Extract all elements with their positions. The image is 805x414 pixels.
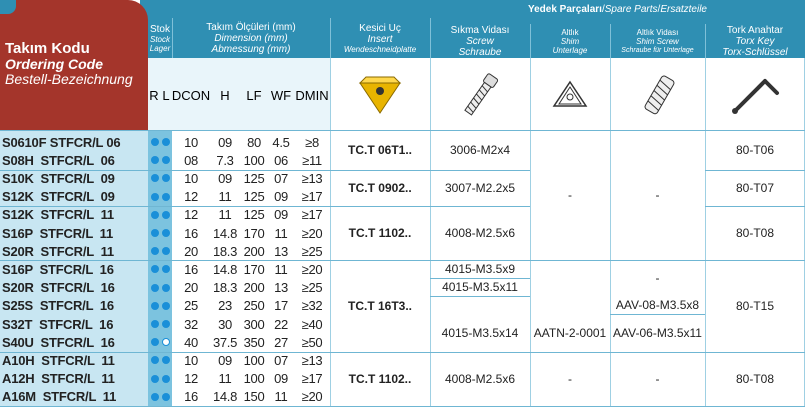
stock-dot-icon [162, 320, 170, 328]
row-code: S08H STFCR/L 06 [2, 152, 115, 168]
stock-l-indicator [160, 333, 171, 351]
row-dmin: ≥20 [301, 225, 323, 241]
row-dmin: ≥8 [305, 134, 319, 150]
shimscrew-tr: Altlık Vidası [636, 27, 679, 37]
g12-shimscrew: - [655, 188, 660, 202]
stock-l-indicator [160, 260, 171, 278]
row-h: 14.8 [212, 261, 238, 277]
row-code: A16M STFCR/L 11 [2, 389, 117, 405]
stock-l-indicator [160, 279, 171, 297]
insert-header [330, 18, 430, 58]
stock-r-indicator [149, 260, 160, 278]
row-wf: 07 [274, 170, 288, 186]
stock-dot-icon [151, 138, 159, 146]
torx-key-icon [725, 70, 785, 118]
row-code: S0610F STFCR/L 06 [2, 134, 121, 150]
dimension-header [172, 18, 330, 58]
dim-en: Dimension (mm) [214, 32, 288, 44]
row-dcon: 40 [184, 334, 198, 350]
spare-sep: / [601, 3, 605, 15]
shim-icon [545, 78, 595, 112]
row-dcon: 08 [184, 152, 198, 168]
stock-de: Lager [149, 43, 171, 53]
g3-insert: TC.T 1102.. [348, 226, 412, 240]
col-dcon: DCON [171, 87, 211, 103]
row-code: S12K STFCR/L 09 [2, 189, 115, 205]
row-code: A12H STFCR/L 11 [2, 371, 115, 387]
stock-r-indicator [149, 388, 160, 406]
stock-l-indicator [160, 297, 171, 315]
row-h: 11 [218, 371, 232, 387]
stock-dot-icon [162, 247, 170, 255]
row-lf: 100 [243, 352, 265, 368]
stock-r-indicator [149, 242, 160, 260]
g1-key: 80-T06 [735, 143, 775, 157]
row-wf: 22 [274, 316, 288, 332]
row-code: S20R STFCR/L 11 [2, 243, 114, 259]
g2-screw: 3007-M2.2x5 [444, 181, 516, 195]
g1-screw: 3006-M2x4 [449, 143, 511, 157]
stock-dot-icon [151, 265, 159, 273]
insert-de: Wendeschneidplatte [343, 44, 417, 54]
row-dcon: 10 [184, 134, 198, 150]
col-lf: LF [246, 87, 262, 103]
row-wf: 13 [274, 243, 288, 259]
stock-l-indicator [160, 188, 171, 206]
row-dcon: 25 [184, 298, 198, 314]
row-h: 7.3 [216, 152, 234, 168]
spare-sep2: / [657, 3, 661, 15]
stock-dot-icon [162, 229, 170, 237]
g12-shim: - [568, 188, 572, 202]
key-header [705, 24, 805, 58]
stock-dot-icon [151, 284, 159, 292]
row-dcon: 10 [184, 170, 198, 186]
row-lf: 350 [243, 334, 265, 350]
row-code: S32T STFCR/L 16 [2, 316, 114, 332]
col-r: R [149, 87, 159, 103]
screw-de: Schraube [458, 46, 502, 58]
row-wf: 09 [274, 189, 288, 205]
row-dcon: 10 [184, 352, 198, 368]
row-dcon: 12 [184, 207, 198, 223]
g2-key: 80-T07 [735, 181, 775, 195]
row-h: 09 [218, 134, 232, 150]
stock-l-indicator [160, 370, 171, 388]
stock-dot-icon [162, 138, 170, 146]
row-lf: 200 [243, 280, 265, 296]
stock-dot-icon [162, 302, 170, 310]
stock-tr: Stok [149, 23, 170, 35]
row-lf: 125 [243, 170, 265, 186]
stock-en: Stock [149, 34, 170, 44]
row-lf: 100 [243, 371, 265, 387]
stock-l-indicator [160, 151, 171, 169]
dim-tr: Takım Ölçüleri (mm) [206, 21, 296, 33]
shim-screw-header [610, 24, 705, 58]
row-h: 23 [218, 298, 232, 314]
row-code: S20R STFCR/L 16 [2, 280, 115, 296]
row-dcon: 16 [184, 225, 198, 241]
insert-tr: Kesici Uç [359, 22, 401, 34]
g4-screw-b: 4015-M3.5x11 [442, 280, 518, 294]
g5-insert: TC.T 1102.. [348, 372, 412, 386]
row-lf: 170 [243, 225, 265, 241]
stock-dot-icon [162, 393, 170, 401]
g1-insert: TC.T 06T1.. [347, 143, 412, 157]
row-h: 11 [218, 207, 232, 223]
col-l: L [162, 87, 170, 103]
stock-dot-icon [151, 320, 159, 328]
row-dmin: ≥32 [301, 298, 323, 314]
g3-key: 80-T08 [735, 226, 775, 240]
row-wf: 27 [274, 334, 288, 350]
row-dmin: ≥17 [301, 189, 323, 205]
stock-r-indicator [149, 370, 160, 388]
row-lf: 250 [243, 298, 265, 314]
row-code: S40U STFCR/L 16 [2, 334, 115, 350]
row-dmin: ≥11 [302, 152, 322, 168]
row-wf: 11 [274, 389, 288, 405]
row-dmin: ≥50 [301, 334, 323, 350]
row-dmin: ≥40 [301, 316, 323, 332]
screw-header [430, 24, 530, 58]
row-dcon: 20 [184, 280, 198, 296]
stock-r-indicator [149, 333, 160, 351]
row-lf: 125 [243, 189, 265, 205]
stock-l-indicator [160, 351, 171, 369]
row-h: 37.5 [212, 334, 238, 350]
insert-triangle-icon [350, 72, 410, 118]
col-wf: WF [270, 87, 292, 103]
row-code: S12K STFCR/L 11 [2, 207, 114, 223]
row-code: S16P STFCR/L 11 [2, 225, 114, 241]
g5-key: 80-T08 [735, 372, 775, 386]
row-h: 11 [218, 189, 232, 205]
row-dcon: 20 [184, 243, 198, 259]
row-dmin: ≥25 [301, 280, 323, 296]
shim-en: Shim [560, 36, 580, 46]
code-title-tr: Takım Kodu [5, 40, 90, 57]
g4-shimscrew-top: - [655, 271, 660, 285]
stock-l-indicator [160, 133, 171, 151]
row-code: S25S STFCR/L 16 [2, 298, 114, 314]
row-wf: 11 [274, 225, 288, 241]
g5-screw: 4008-M2.5x6 [444, 372, 516, 386]
insert-en: Insert [367, 33, 393, 45]
row-wf: 4.5 [272, 134, 290, 150]
row-h: 09 [218, 352, 232, 368]
stock-r-indicator [149, 279, 160, 297]
stock-r-indicator [149, 206, 160, 224]
screw-tr: Sıkma Vidası [450, 24, 510, 36]
row-wf: 17 [274, 298, 288, 314]
shimscrew-en: Shim Screw [636, 36, 679, 46]
stock-dot-icon [151, 211, 159, 219]
stock-dot-icon [151, 302, 159, 310]
row-dmin: ≥13 [301, 352, 323, 368]
spare-tr: Yedek Parçaları [527, 3, 602, 15]
screw-icon [455, 66, 505, 122]
stock-dot-icon [151, 393, 159, 401]
stock-dot-icon [151, 229, 159, 237]
row-wf: 09 [274, 371, 288, 387]
g4-shimscrew-b: AAV-06-M3.5x11 [613, 326, 702, 340]
stock-header [148, 18, 172, 58]
stock-dot-icon [162, 193, 170, 201]
row-code: A10H STFCR/L 11 [2, 352, 115, 368]
row-wf: 07 [274, 352, 288, 368]
stock-l-indicator [160, 242, 171, 260]
row-dcon: 32 [184, 316, 198, 332]
shim-screw-icon [635, 68, 685, 120]
stock-dot-icon [151, 356, 159, 364]
stock-r-indicator [149, 224, 160, 242]
col-dmin: DMIN [295, 87, 329, 103]
g4-screw-c: 4015-M3.5x14 [441, 326, 519, 340]
row-lf: 150 [243, 389, 265, 405]
row-dcon: 12 [184, 371, 198, 387]
g5-shim: - [568, 372, 572, 386]
stock-dot-icon [151, 375, 159, 383]
key-de: Torx-Schlüssel [722, 46, 788, 58]
row-h: 18.3 [212, 243, 238, 259]
row-dmin: ≥17 [301, 207, 323, 223]
stock-dot-icon [162, 156, 170, 164]
screw-en: Screw [466, 35, 494, 47]
stock-r-indicator [149, 297, 160, 315]
title-block [0, 0, 148, 130]
stock-r-indicator [149, 351, 160, 369]
stock-dot-icon [151, 247, 159, 255]
shimscrew-de: Schraube für Unterlage [621, 46, 694, 54]
code-title-en: Ordering Code [5, 56, 104, 72]
key-en: Torx Key [735, 35, 775, 47]
stock-dot-icon [151, 174, 159, 182]
stock-l-indicator [160, 315, 171, 333]
stock-dot-icon [151, 338, 159, 346]
col-h: H [220, 87, 230, 103]
row-dmin: ≥17 [301, 371, 323, 387]
corner-tab [0, 0, 16, 14]
row-lf: 80 [247, 134, 261, 150]
stock-l-indicator [160, 206, 171, 224]
stock-dot-icon [162, 338, 170, 346]
row-dmin: ≥25 [301, 243, 323, 259]
g4-screw-a: 4015-M3.5x9 [444, 262, 516, 276]
g5-shimscrew: - [655, 372, 660, 386]
g4-shim: AATN-2-0001 [533, 326, 607, 340]
row-code: S16P STFCR/L 16 [2, 261, 114, 277]
row-h: 30 [218, 316, 232, 332]
row-lf: 200 [243, 243, 265, 259]
row-code: S10K STFCR/L 09 [2, 170, 115, 186]
row-dmin: ≥20 [301, 261, 323, 277]
row-h: 14.8 [212, 389, 238, 405]
stock-dot-icon [162, 375, 170, 383]
stock-dot-icon [162, 284, 170, 292]
row-wf: 13 [274, 280, 288, 296]
row-wf: 09 [274, 207, 288, 223]
row-h: 18.3 [212, 280, 238, 296]
stock-dot-icon [151, 193, 159, 201]
row-lf: 100 [243, 152, 265, 168]
g2-insert: TC.T 0902.. [348, 181, 412, 195]
row-dcon: 16 [184, 261, 198, 277]
row-dcon: 12 [184, 189, 198, 205]
stock-dot-icon [162, 356, 170, 364]
row-lf: 300 [243, 316, 265, 332]
spare-parts-title [430, 0, 805, 18]
stock-dot-icon [162, 211, 170, 219]
stock-dot-icon [162, 174, 170, 182]
stock-r-indicator [149, 169, 160, 187]
row-dcon: 16 [184, 389, 198, 405]
row-lf: 170 [243, 261, 265, 277]
stock-r-indicator [149, 151, 160, 169]
row-lf: 125 [243, 207, 265, 223]
stock-dot-icon [162, 265, 170, 273]
row-h: 14.8 [212, 225, 238, 241]
shim-de: Unterlage [552, 45, 588, 55]
stock-l-indicator [160, 224, 171, 242]
g3-screw: 4008-M2.5x6 [444, 226, 516, 240]
stock-r-indicator [149, 315, 160, 333]
code-title-de: Bestell-Bezeichnung [5, 71, 133, 87]
g4-shimscrew-a: AAV-08-M3.5x8 [615, 298, 700, 312]
g4-insert: TC.T 16T3.. [347, 299, 412, 313]
row-wf: 11 [274, 261, 288, 277]
row-dmin: ≥13 [301, 170, 323, 186]
stock-l-indicator [160, 169, 171, 187]
stock-l-indicator [160, 388, 171, 406]
row-h: 09 [218, 170, 232, 186]
stock-r-indicator [149, 188, 160, 206]
stock-dot-icon [151, 156, 159, 164]
dim-de: Abmessung (mm) [211, 43, 291, 55]
shim-tr: Altlık [561, 27, 579, 37]
spare-en: Spare Parts [604, 3, 658, 15]
row-dmin: ≥20 [301, 389, 323, 405]
key-tr: Tork Anahtar [726, 24, 784, 36]
shim-header [530, 24, 610, 58]
g4-key: 80-T15 [735, 299, 775, 313]
stock-r-indicator [149, 133, 160, 151]
spare-de: Ersatzteile [660, 3, 707, 15]
row-wf: 06 [274, 152, 288, 168]
